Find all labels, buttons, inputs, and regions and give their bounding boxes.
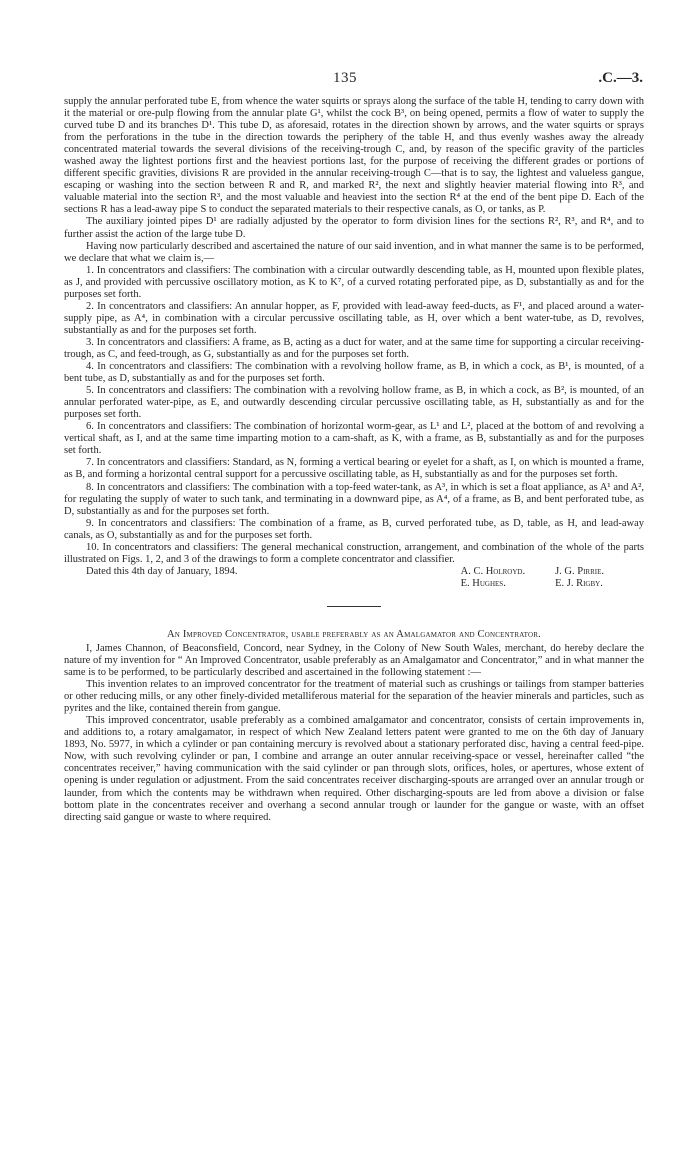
signatory-name: E. J. Rigby. — [555, 577, 603, 589]
body-text — [64, 96, 644, 824]
paragraph: Having now particularly described and ascertained the nature of our said invention, and in what manner the same is to be performed, we declare that what we claim is,— — [64, 240, 644, 264]
page-number: 135 — [333, 70, 357, 86]
signatory-column — [555, 566, 604, 590]
claim: 5. In concentrators and classifiers: The combination with a revolving hollow frame, as B, in which a cock, as B², is mounted, of an annular perforated water-pipe, as E, and outwardly descending circular percussive oscillating table, as H, substantially as and for the purposes set forth. — [64, 385, 644, 421]
page-header — [0, 70, 700, 92]
signatory-name: J. G. Pirrie. — [555, 565, 604, 577]
section-divider — [327, 606, 381, 607]
section-title: An Improved Concentrator, usable preferably as an Amalgamator and Concentrator. — [167, 628, 541, 640]
claim: 8. In concentrators and classifiers: The combination with a top-feed water-tank, as A³, in which is set a float appliance, as A¹ and A², for regulating the supply of water to such tank, and terminating in a downward pipe, as A⁴, of a frame, as B, and bent perforated tube, as D, substantially as and for the purposes set forth. — [64, 481, 644, 517]
signatory-column — [461, 566, 525, 590]
signatory-name: A. C. Holroyd. — [460, 565, 526, 577]
document-reference: .C.—3. — [598, 70, 643, 86]
claim: 6. In concentrators and classifiers: The combination of horizontal worm-gear, as L¹ and L², placed at the bottom of and revolving a vertical shaft, as I, and at the same time imparting motion to a cam-shaft, as K, with a frame, as B, substantially as and for the purposes set forth. — [64, 421, 644, 457]
claim: 1. In concentrators and classifiers: The combination with a circular outwardly descending table, as H, mounted upon flexible plates, as J, and provided with percussive oscillatory motion, as K to K⁷, of a curved rotating perforated pipe, as D, substantially as and for the purposes set forth. — [64, 264, 644, 300]
signature-block — [64, 566, 644, 590]
paragraph: I, James Channon, of Beaconsfield, Concord, near Sydney, in the Colony of New South Wales, merchant, do hereby declare the nature of my invention for “ An Improved Concentrator, usable preferably as an Amalgamator and Concentrator,” and in what manner the same is to be performed, to be particularly described and ascertained in the following statement :— — [64, 642, 644, 679]
claim: 2. In concentrators and classifiers: An annular hopper, as F, provided with lead-away feed-ducts, as F¹, and placed around a water-supply pipe, as A⁴, in combination with a circular percussive oscillating table, as H, over which a bent water-tube, as D, revolves, substantially as and for the purposes set forth. — [64, 300, 644, 336]
paragraph: supply the annular perforated tube E, from whence the water squirts or sprays along the surface of the table H, tending to carry down with it the material or ore-pulp flowing from the annular plate G¹, whilst the cock B³, on being opened, permits a flow of water to supply the curved tube D and its branches D¹. This tube D, as aforesaid, rotates in the direction shown by arrows, and the water squirts or sprays from the perforations in the tube in the direction towards the periphery of the table H, and thus evenly washes away the already concentrated material towards the several divisions of the receiving-trough C, and, by reason of the specific gravity of the particles washed away the lightest portions first and the heaviest portions last, for the purpose of receiving the different grades or portions of different specific gravities, divisions R are provided in the annular receiving-trough C—that is to say, the lightest and valueless gangue, escaping or washing into the section between R and R, and marked R², the next and slightly heavier material flowing into R³, and valuable material into the section R³, and the most valuable and heaviest into the section R⁴ at the end of the bent pipe D. Each of the sections R has a lead-away pipe S to conduct the separated materials to their respective canals, as O, or tanks, as P. — [64, 96, 644, 216]
signatories — [461, 566, 644, 590]
paragraph: This improved concentrator, usable preferably as a combined amalgamator and concentrator, consists of certain improvements in, and additions to, a rotary amalgamator, in respect of which New Zealand letters patent were granted to me on the 6th day of January 1893, No. 5977, in which a cylinder or pan containing mercury is revolved about a stationary perforated disc, having a central feed-pipe. Now, with such revolving cylinder or pan, I combine and arrange an outer annular receiving-space or vessel, hereinafter called “the concentrates receiver,” having communication with the said cylinder or pan through slots, orifices, holes, or apertures, whose extent of opening is under regulation or adjustment. From the said concentrates receiver discharging-spouts are arranged over an annular trough or launder, from which the contents may be withdrawn when required. Other discharging-spouts are led from above a division or false bottom plate in the concentrates receiver and overhang a second annular trough or launder for the gangue or waste, with an offset directing said gangue or waste to where required. — [64, 715, 644, 823]
claim: 3. In concentrators and classifiers: A frame, as B, acting as a duct for water, and at the same time for supporting a circular receiving-trough, as C, and feed-trough, as G, substantially as and for the purposes set forth. — [64, 336, 644, 360]
dated-line: Dated this 4th day of January, 1894. — [86, 565, 238, 577]
claim: 9. In concentrators and classifiers: The combination of a frame, as B, curved perforated tube, as D, table, as H, and lead-away canals, as O, substantially as and for the purposes set forth. — [64, 517, 644, 541]
claim: 10. In concentrators and classifiers: The general mechanical construction, arrangement, and combination of the whole of the parts illustrated on Figs. 1, 2, and 3 of the drawings to form a complete concentrator and classifier. — [64, 541, 644, 565]
paragraph: This invention relates to an improved concentrator for the treatment of material such as crushings or tailings from stamper batteries or other reducing mills, or any other finely-divided metalliferous material for the separation of the heavier minerals and particles, such as pyrites and the like, contained therein from gangue. — [64, 679, 644, 715]
paragraph: The auxiliary jointed pipes D¹ are radially adjusted by the operator to form division lines for the sections R², R³, and R⁴, and to further assist the action of the large tube D. — [64, 216, 644, 240]
signatory-name: E. Hughes. — [460, 577, 506, 589]
claim: 4. In concentrators and classifiers: The combination with a revolving hollow frame, as B, in which a cock, as B¹, is mounted, of a bent tube, as D, substantially as and for the purposes set forth. — [64, 361, 644, 385]
claim: 7. In concentrators and classifiers: Standard, as N, forming a vertical bearing or eyelet for a shaft, as I, on which is mounted a frame, as B, and forming a horizontal central support for a percussive oscillating table, as H, substantially as and for the purposes set forth. — [64, 457, 644, 481]
